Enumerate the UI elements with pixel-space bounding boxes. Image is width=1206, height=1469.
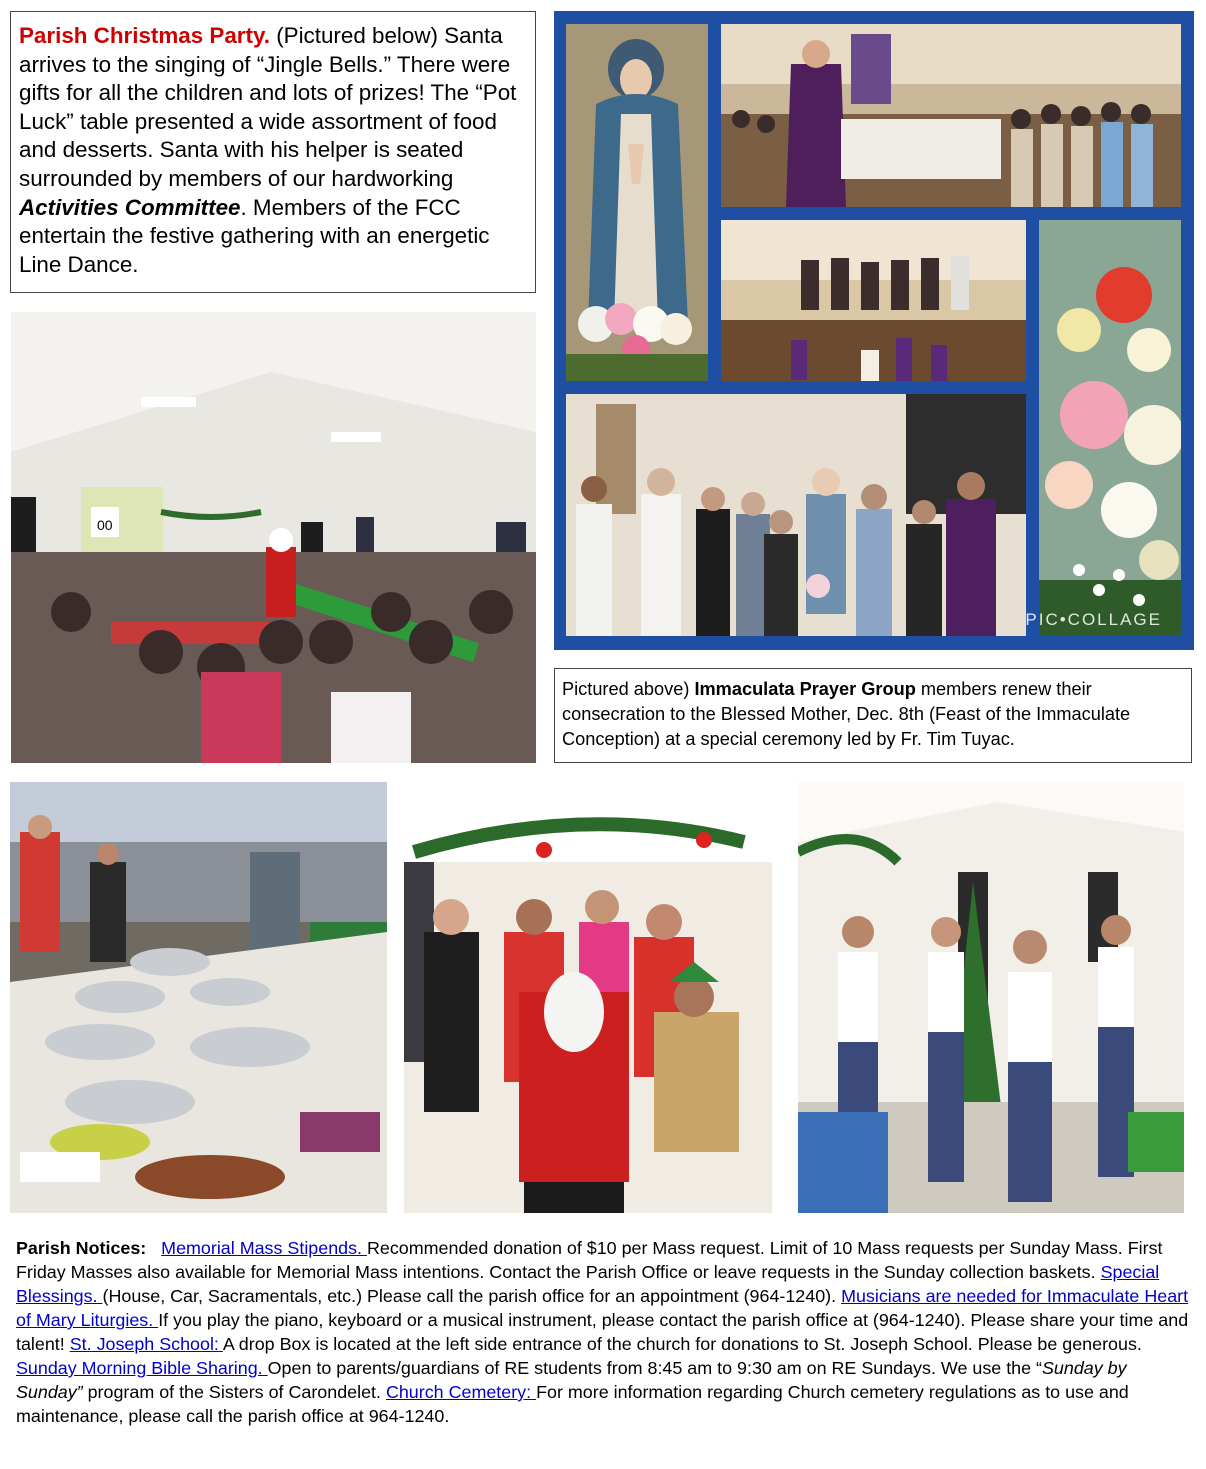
screen-counter: 00 [97,517,113,533]
special-blessings-link[interactable]: Special Blessings. [16,1262,1160,1306]
notices-label: Parish Notices: [16,1238,147,1258]
prayer-group-collage [554,11,1194,650]
caption-lead: Pictured above) [562,679,695,699]
party-outro: . Members of the FCC entertain the festive gathering with an energetic Line Dance. [19,194,490,277]
musicians-needed-link[interactable]: Musicians are needed for Immaculate Heart of Mary Liturgies. [16,1286,1189,1330]
party-title: Parish Christmas Party. [19,23,270,48]
altar-ceremony-photo [721,24,1181,207]
line-dance-photo [798,782,1184,1213]
sunday-by-sunday-program: Sunday by Sunday” [16,1358,1127,1402]
notice-text-4: A drop Box is located at the left side entrance of the church for donations to St. Joseph School. Please be generous. [222,1334,1142,1354]
party-description [10,11,536,293]
party-intro: (Pictured below) Santa arrives to the singing of “Jingle Bells.” There were gifts for all the children and lots of prizes! The “Pot Luck” table presented a wide assortment of food and desserts. Santa with his helper is seated surrounded by members of our hardworking [19,23,517,191]
st-joseph-school-link[interactable]: St. Joseph School: [69,1334,223,1354]
activities-committee: Activities Committee [19,194,241,220]
santa-committee-photo [404,782,772,1213]
notice-text-1: Recommended donation of $10 per Mass request. Limit of 10 Mass requests per Sunday Mass. First Friday Masses also available for Memorial Mass intentions. Contact the Parish Office or leave requests in the Sunday collection baskets. [16,1238,1163,1282]
notice-text-3: If you play the piano, keyboard or a musical instrument, please contact the parish office at (964-1240). Please share your time and talent! [16,1310,1189,1354]
mary-statue-photo [566,24,708,381]
church-cemetery-link[interactable]: Church Cemetery: [385,1382,537,1402]
notice-text-5: Open to parents/guardians of RE students from 8:45 am to 9:30 am on RE Sundays. We use the “ [267,1358,1042,1378]
chapel-pews-photo [721,220,1026,381]
pic-collage-watermark: PIC•COLLAGE [1025,610,1162,629]
potluck-table-photo [10,782,387,1213]
notice-text-2: (House, Car, Sacramentals, etc.) Please call the parish office for an appointment (964-1240). [102,1286,842,1306]
caption-rest: members renew their consecration to the Blessed Mother, Dec. 8th (Feast of the Immaculate Conception) at a special ceremony led by Fr. Tim Tuyac. [562,679,1131,749]
notice-text-6: program of the Sisters of Carondelet. [82,1382,386,1402]
notice-text-7: For more information regarding Church cemetery regulations as to use and maintenance, please call the parish office at 964-1240. [16,1382,1129,1426]
prayer-group-photo [566,394,1026,636]
bible-sharing-link[interactable]: Sunday Morning Bible Sharing. [16,1358,268,1378]
memorial-mass-stipends-link[interactable]: Memorial Mass Stipends. [161,1238,367,1258]
party-hall-photo [11,312,536,763]
prayer-group-caption [554,668,1192,763]
immaculata-prayer-group: Immaculata Prayer Group [694,679,916,699]
parish-notices [16,1236,1196,1462]
roses-photo [1039,220,1181,636]
